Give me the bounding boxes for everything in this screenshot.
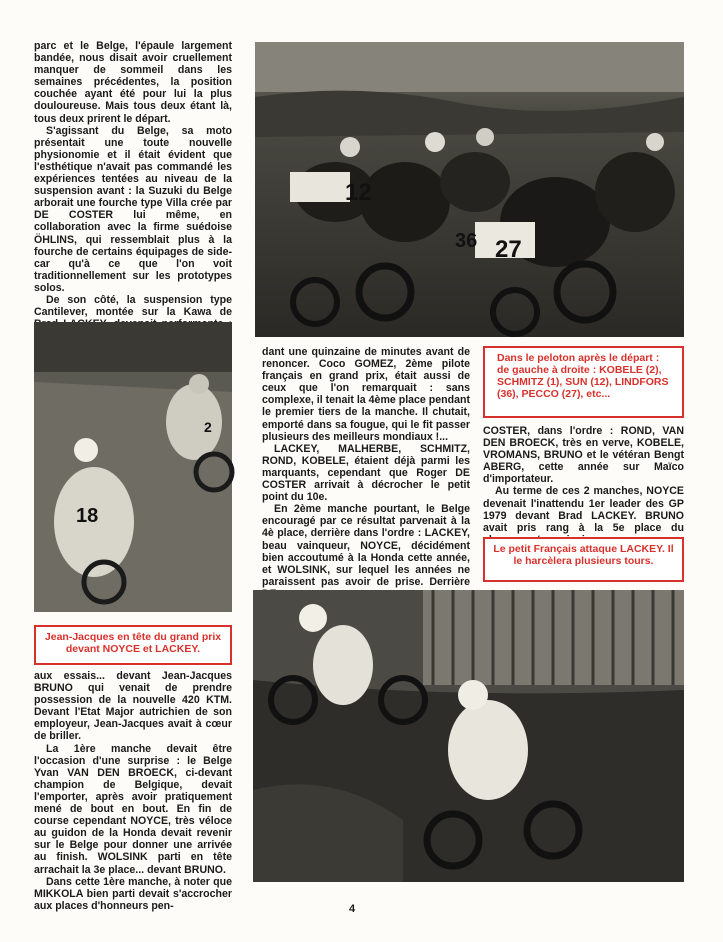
photo-petit-francais-attack bbox=[253, 590, 684, 882]
paragraph: aux essais... devant Jean-Jacques BRUNO qui venait de prendre possession de la nouvelle 420 KTM. Devant l'Etat Major autrichien de son employeur, Jean-Jacques avait à cœur de briller. bbox=[34, 670, 232, 743]
column-1-top-text bbox=[34, 40, 232, 330]
paragraph: parc et le Belge, l'épaule largement bandée, nous disait avoir cruellement manquer de sommeil dans les semaines précédentes, la position couchée ayant été pour lui la plus douloureuse. Mais tous deux étant là, tous deux prirent le départ. bbox=[34, 40, 232, 125]
racing-number: 2 bbox=[204, 419, 212, 435]
caption-text: Le petit Français attaque LACKEY. Il le harcèlera plusieurs tours. bbox=[493, 543, 674, 567]
racing-number: 36 bbox=[455, 230, 478, 252]
paragraph: COSTER, dans l'ordre : ROND, VAN DEN BROECK, très en verve, KOBELE, VROMANS, BRUNO et le vétéran Bengt ABERG, cette année sur Maïco d'importateur. bbox=[483, 425, 684, 486]
photo-leader-graphic bbox=[34, 322, 232, 612]
caption-jean-jacques bbox=[34, 625, 232, 665]
column-3-text bbox=[483, 425, 684, 535]
photo-attack-graphic bbox=[253, 590, 684, 882]
racing-number: 18 bbox=[76, 505, 99, 527]
paragraph: En 2ème manche pourtant, le Belge encouragé par ce résultat parvenait à la 4è place, derrière dans l'ordre : LACKEY, beau vainqueur, NOYCE, décidément bien accoutumé à la Honda cette année, et WOLSINK, sur lequel les années ne paraissent pas avoir de prise. Derrière bbox=[262, 503, 470, 588]
paragraph: LACKEY, MALHERBE, SCHMITZ, ROND, KOBELE, étaient déjà parmi les marquants, cependant que Roger DE COSTER arrivait à décrocher le petit point du 10e. bbox=[262, 442, 470, 504]
photo-peloton-graphic bbox=[255, 42, 684, 337]
paragraph: Au terme de ces 2 manches, NOYCE devenait l'inattendu 1er leader des GP 1979 devant Brad LACKEY. BRUNO avait pris rang à la 5e place du bbox=[483, 485, 684, 534]
caption-petit-francais bbox=[483, 537, 684, 582]
caption-text: Dans le peloton après le départ : de gauche à droite : KOBELE (2), SCHMITZ (1), SUN (12), LINDFORS (36), PECCO (27), etc... bbox=[497, 352, 669, 400]
racing-number: 27 bbox=[495, 236, 522, 263]
column-1-bottom-text bbox=[34, 670, 232, 912]
racing-number: 12 bbox=[345, 179, 372, 206]
photo-jean-jacques-leads bbox=[34, 322, 232, 612]
paragraph: La 1ère manche devait être l'occasion d'une surprise : le Belge Yvan VAN DEN BROECK, ci-devant champion de Belgique, devait l'emporter, après avoir pratiquement mené de bout en bout. En fin de course cependant NOYCE, très véloce au guidon de la Honda devait revenir sur le Belge pour donner une arrivée au finish. WOLSINK parti en tête arrachait la 3e place... devant BRUNO. bbox=[34, 742, 232, 876]
photo-peloton-start bbox=[255, 42, 684, 337]
paragraph: Dans cette 1ère manche, à noter que MIKKOLA bien parti devait s'accrocher aux places d'honneurs pen- bbox=[34, 875, 232, 912]
caption-text: Jean-Jacques en tête du grand prix devant NOYCE et LACKEY. bbox=[44, 631, 222, 655]
page-number: 4 bbox=[349, 903, 356, 915]
caption-peloton bbox=[483, 346, 684, 418]
paragraph: dant une quinzaine de minutes avant de renoncer. Coco GOMEZ, 2ème pilote français en grand prix, était aussi de ceux que l'on remarquait : sans complexe, il tenait la 4ème place pendant le premier tiers de la manche. Il chutait, emporté dans sa fougue, qui le fit passer plusieurs des meilleurs mondiaux !... bbox=[262, 346, 470, 443]
paragraph: De son côté, la suspension type Cantilever, montée sur la Kawa de bbox=[34, 293, 232, 319]
column-2-text bbox=[262, 346, 470, 586]
paragraph: S'agissant du Belge, sa moto présentait une toute nouvelle physionomie et il était évident que l'esthétique n'avait pas commandé les expériences tentées au niveau de la suspension avant : la Suzuki du Belge arborait une fourche type Villa crée par DE COSTER lui même, en collaboration avec la firme suédoise ÖHLINS, qui ressemblait plus à la fourche de certains équipages de side-car qu'à ce que l'on voit traditionnellement sur les prototypes solos. bbox=[34, 124, 232, 294]
